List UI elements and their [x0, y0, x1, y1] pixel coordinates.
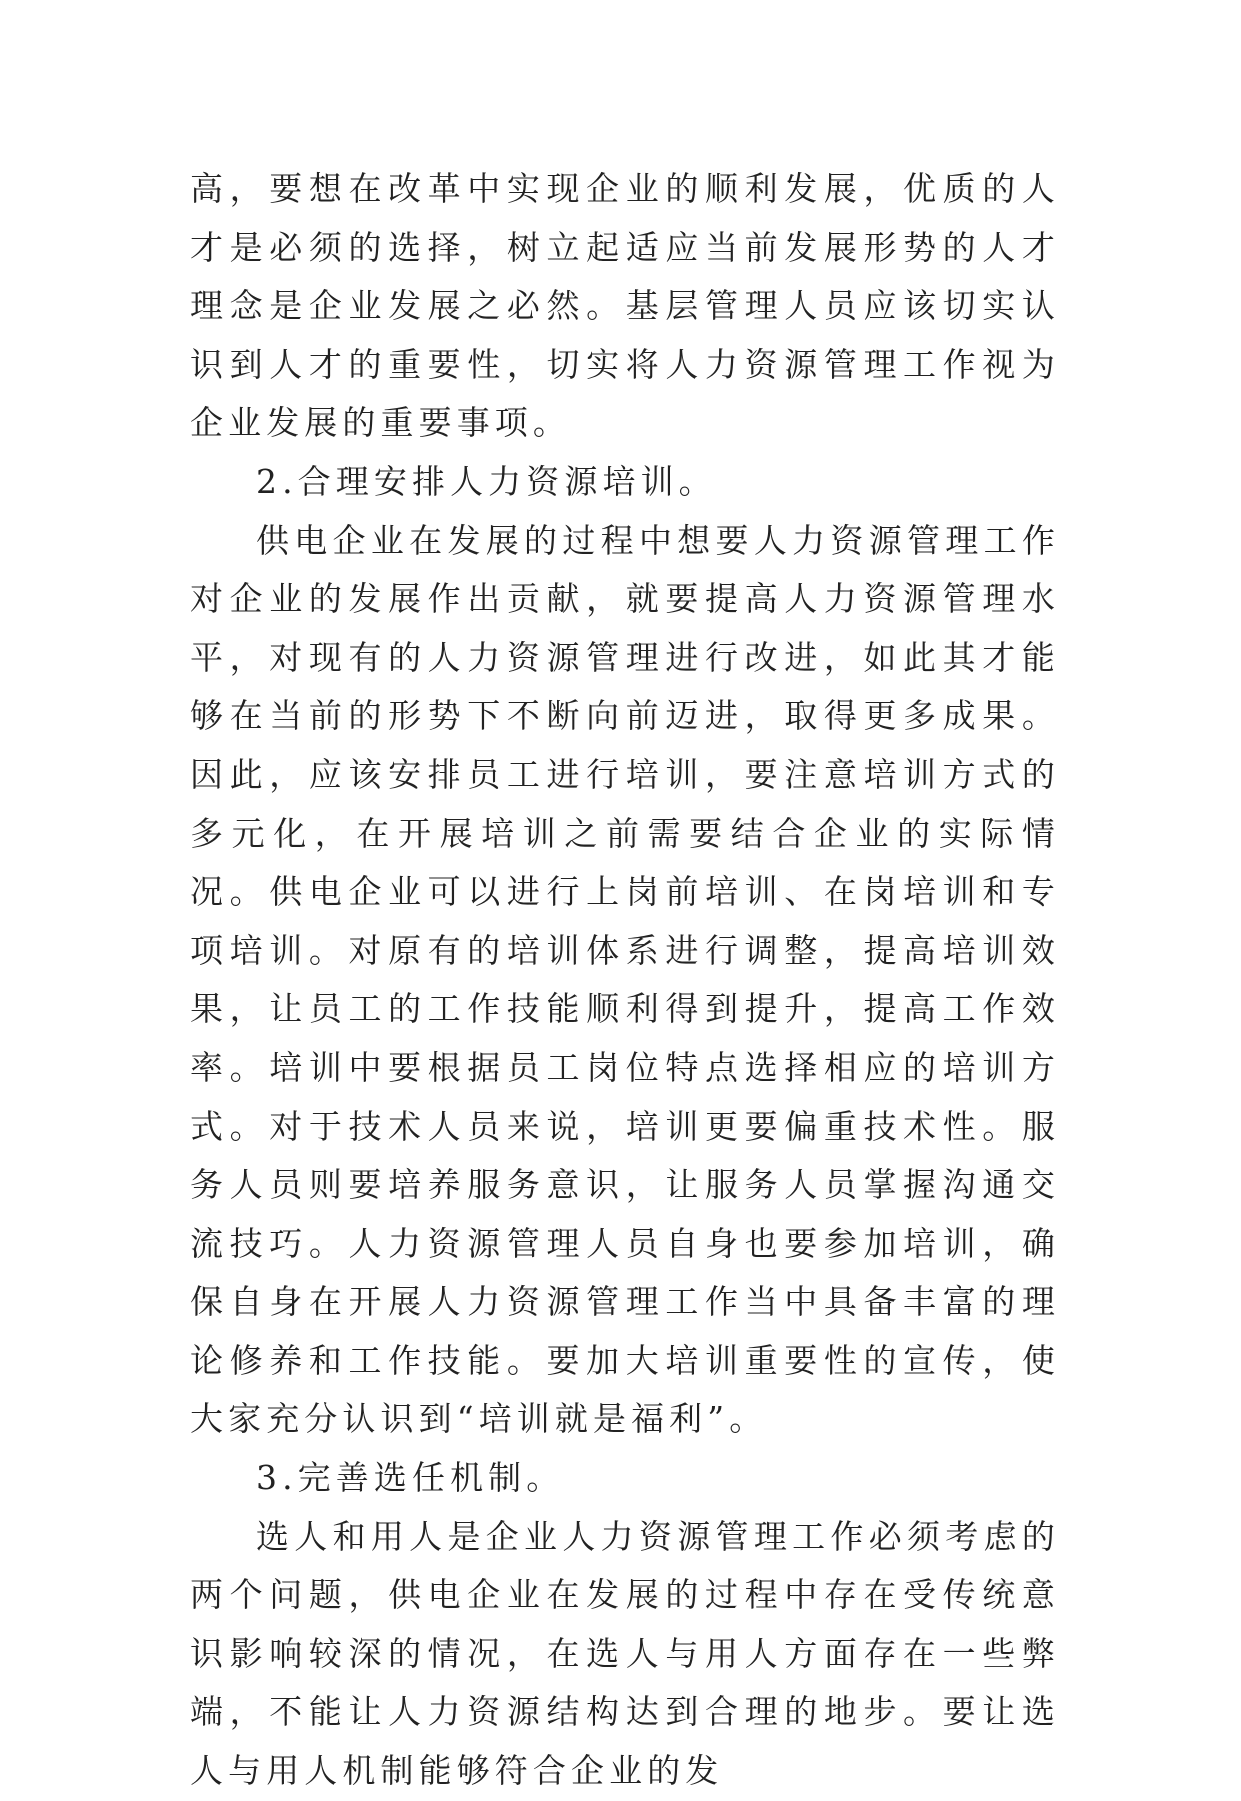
heading-training: 2.合理安排人力资源培训。 [256, 461, 717, 501]
document-body [190, 160, 1060, 1801]
paragraph-selection-mechanism: 选人和用人是企业人力资源管理工作必须考虑的两个问题，供电企业在发展的过程中存在受传统意识影响较深的情况，在选人与用人方面存在一些弊端，不能让人力资源结构达到合理的地步。要让选人与用人机制能够符合企业的发 [190, 1516, 1060, 1791]
paragraph-talent-concept: 高，要想在改革中实现企业的顺利发展，优质的人才是必须的选择，树立起适应当前发展形势的人才理念是企业发展之必然。基层管理人员应该切实认识到人才的重要性，切实将人力资源管理工作视为企业发展的重要事项。 [190, 169, 1060, 443]
paragraph-training: 供电企业在发展的过程中想要人力资源管理工作对企业的发展作出贡献，就要提高人力资源管理水平，对现有的人力资源管理进行改进，如此其才能够在当前的形势下不断向前迈进，取得更多成果。因此，应该安排员工进行培训，要注意培训方式的多元化，在开展培训之前需要结合企业的实际情况。供电企业可以进行上岗前培训、在岗培训和专项培训。对原有的培训体系进行调整，提高培训效果，让员工的工作技能顺利得到提升，提高工作效率。培训中要根据员工岗位特点选择相应的培训方式。对于技术人员来说，培训更要偏重技术性。服务人员则要培养服务意识，让服务人员掌握沟通交流技巧。人力资源管理人员自身也要参加培训，确保自身在开展人力资源管理工作当中具备丰富的理论修养和工作技能。要加大培训重要性的宣传，使大家充分认识到“培训就是福利”。 [190, 520, 1060, 1439]
heading-selection-mechanism: 3.完善选任机制。 [256, 1458, 565, 1498]
